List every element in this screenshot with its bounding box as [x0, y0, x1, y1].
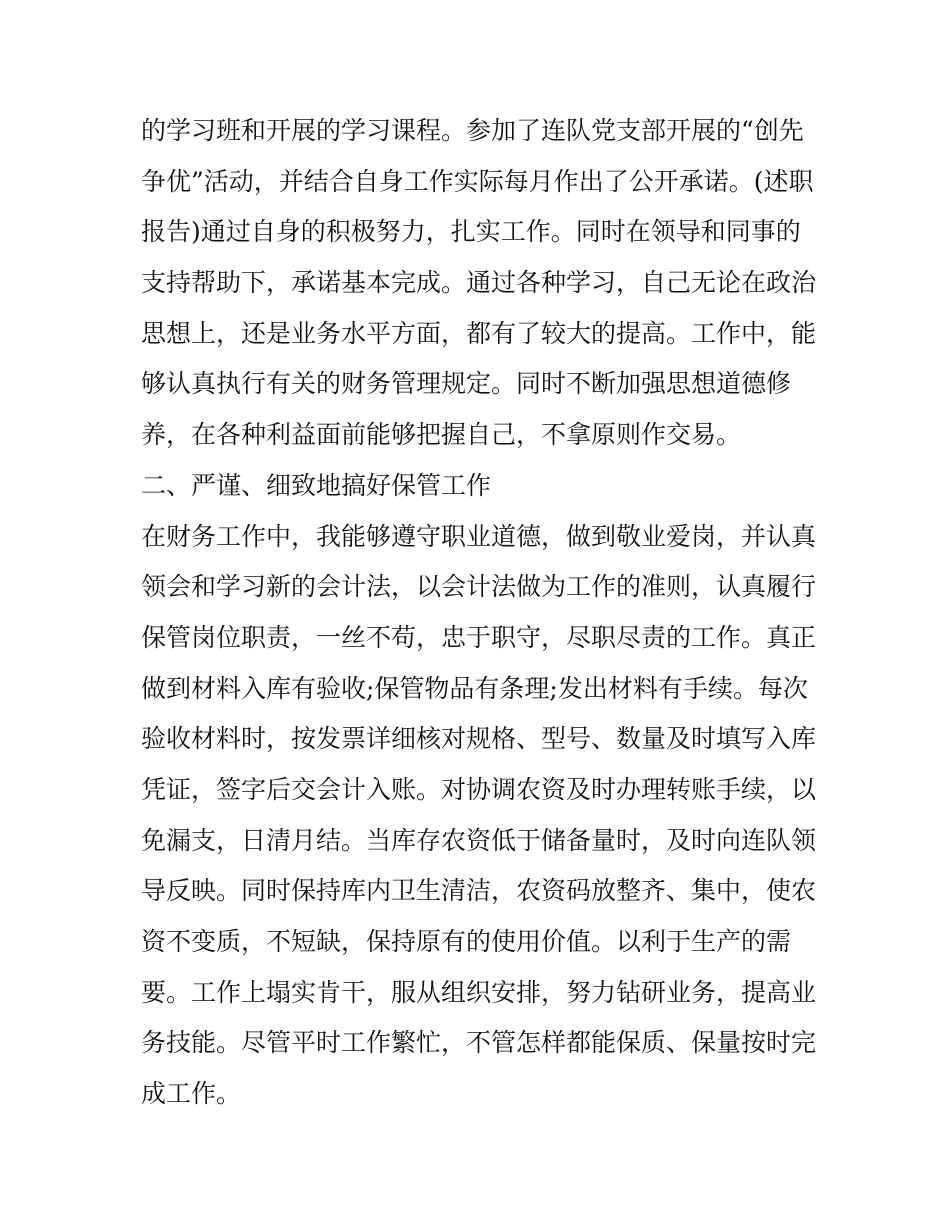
text-line: 的学习班和开展的学习课程。参加了连队党支部开展的“创先 — [141, 116, 804, 145]
text-line: 资不变质，不短缺，保持原有的使用价值。以利于生产的需 — [141, 927, 792, 956]
text-line: 凭证，签字后交会计入账。对协调农资及时办理转账手续，以 — [141, 774, 817, 804]
text-line: 报告)通过自身的积极努力，扎实工作。同时在领导和同事的 — [141, 217, 801, 247]
text-line: 保管岗位职责，一丝不苟，忠于职守，尽职尽责的工作。真正 — [141, 622, 817, 652]
text-line: 养，在各种利益面前能够把握自己，不拿原则作交易。 — [141, 420, 742, 450]
text-line: 要。工作上塌实肯干，服从组织安排，努力钻研业务，提高业 — [141, 977, 817, 1007]
text-line: 思想上，还是业务水平方面，都有了较大的提高。工作中，能 — [141, 318, 817, 348]
text-line: 验收材料时，按发票详细核对规格、型号、数量及时填写入库 — [141, 724, 817, 754]
text-line: 务技能。尽管平时工作繁忙，不管怎样都能保质、保量按时完 — [141, 1028, 817, 1058]
text-line: 支持帮助下，承诺基本完成。通过各种学习，自己无论在政治 — [141, 268, 817, 298]
section-heading: 二、严谨、细致地搞好保管工作 — [141, 470, 492, 500]
text-line: 在财务工作中，我能够遵守职业道德，做到敬业爱岗，并认真 — [141, 521, 817, 551]
text-line: 争优”活动，并结合自身工作实际每月作出了公开承诺。(述职 — [141, 166, 814, 196]
text-line: 够认真执行有关的财务管理规定。同时不断加强思想道德修 — [141, 369, 792, 399]
text-line: 免漏支，日清月结。当库存农资低于储备量时，及时向连队领 — [141, 825, 817, 855]
text-line: 领会和学习新的会计法，以会计法做为工作的准则，认真履行 — [141, 572, 817, 602]
text-line: 做到材料入库有验收;保管物品有条理;发出材料有手续。每次 — [141, 673, 808, 703]
text-line: 导反映。同时保持库内卫生清洁，农资码放整齐、集中，使农 — [141, 876, 817, 906]
body-text — [141, 106, 821, 1120]
text-line: 成工作。 — [141, 1079, 242, 1109]
